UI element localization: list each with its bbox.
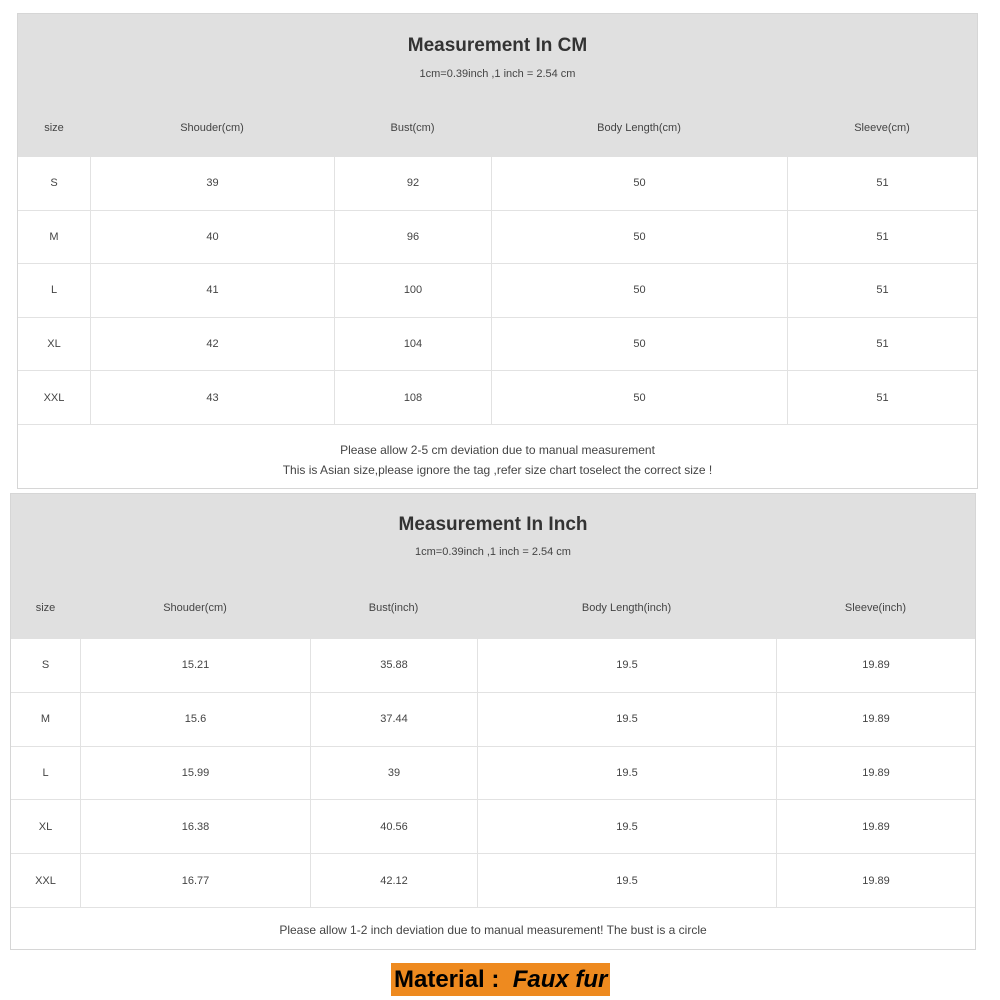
table-cell: XXL <box>43 391 65 404</box>
table-cell: 108 <box>334 371 491 424</box>
table-cell: 19.89 <box>776 693 975 746</box>
table-cell: L <box>42 766 49 779</box>
column-header: Shouder(cm) <box>163 602 227 614</box>
table-cell: XL <box>38 820 53 833</box>
table-cell: 96 <box>334 211 491 264</box>
table-row <box>11 692 975 746</box>
material-label: Material : <box>394 966 513 993</box>
table-cell: M <box>49 230 59 243</box>
column-header: Bust(cm) <box>390 122 435 134</box>
note-line: This is Asian size,please ignore the tag ,refer size chart toselect the correct size ! <box>282 462 713 477</box>
inch-column-headers <box>11 602 975 614</box>
table-cell: 92 <box>334 157 491 210</box>
table-cell: 51 <box>787 264 977 317</box>
cm-table-body <box>18 157 977 424</box>
inch-size-chart <box>10 493 976 950</box>
table-cell: XXL <box>35 874 56 887</box>
table-row <box>18 157 977 210</box>
table-cell: 16.38 <box>80 800 310 853</box>
table-cell: 19.5 <box>477 800 776 853</box>
material-value: Faux fur <box>512 966 608 993</box>
note-line: Please allow 2-5 cm deviation due to manual measurement <box>340 442 655 457</box>
table-row <box>11 639 975 692</box>
table-cell: 51 <box>787 211 977 264</box>
table-cell: 41 <box>90 264 334 317</box>
table-cell: 50 <box>491 318 787 371</box>
table-cell: 40.56 <box>310 800 477 853</box>
table-row <box>11 799 975 853</box>
inch-table-subtitle: 1cm=0.39inch ,1 inch = 2.54 cm <box>415 546 571 558</box>
cm-table-title: Measurement In CM <box>407 35 588 56</box>
table-cell: 16.77 <box>80 854 310 907</box>
table-cell: M <box>40 713 51 726</box>
table-cell: 15.21 <box>80 639 310 692</box>
table-cell: 50 <box>491 371 787 424</box>
table-row <box>11 853 975 907</box>
table-row <box>11 746 975 800</box>
inch-table-body <box>11 639 975 907</box>
inch-table-title: Measurement In Inch <box>398 514 588 535</box>
table-cell: 19.5 <box>477 854 776 907</box>
table-cell: 19.5 <box>477 639 776 692</box>
column-header: Shouder(cm) <box>180 122 244 134</box>
table-row <box>18 263 977 317</box>
cm-table-subtitle: 1cm=0.39inch ,1 inch = 2.54 cm <box>419 68 576 80</box>
table-cell: 100 <box>334 264 491 317</box>
table-cell: 50 <box>491 264 787 317</box>
table-cell: 50 <box>491 157 787 210</box>
column-header: Body Length(inch) <box>581 602 672 614</box>
cm-column-headers <box>18 122 977 134</box>
table-cell: 43 <box>90 371 334 424</box>
table-cell: S <box>50 177 58 190</box>
table-cell: 19.89 <box>776 800 975 853</box>
cm-size-chart <box>17 13 978 489</box>
table-row <box>18 210 977 264</box>
cm-table-header <box>18 14 977 157</box>
material-banner <box>391 963 610 996</box>
column-header: size <box>44 122 64 134</box>
table-cell: 15.99 <box>80 747 310 800</box>
table-cell: 104 <box>334 318 491 371</box>
table-cell: 15.6 <box>80 693 310 746</box>
table-cell: S <box>41 659 50 672</box>
inch-table-header <box>11 494 975 639</box>
table-cell: 51 <box>787 371 977 424</box>
column-header: Sleeve(inch) <box>844 602 907 614</box>
table-row <box>18 370 977 424</box>
table-cell: 35.88 <box>310 639 477 692</box>
table-cell: L <box>50 284 58 297</box>
table-cell: 39 <box>90 157 334 210</box>
table-cell: 42.12 <box>310 854 477 907</box>
table-cell: 19.89 <box>776 747 975 800</box>
column-header: Sleeve(cm) <box>854 122 910 134</box>
table-cell: 42 <box>90 318 334 371</box>
table-cell: 19.89 <box>776 854 975 907</box>
table-cell: XL <box>47 338 61 351</box>
column-header: Body Length(cm) <box>597 122 681 134</box>
column-header: size <box>35 602 56 614</box>
cm-table-note <box>18 424 977 491</box>
table-cell: 19.5 <box>477 747 776 800</box>
table-cell: 19.89 <box>776 639 975 692</box>
table-cell: 50 <box>491 211 787 264</box>
table-cell: 51 <box>787 318 977 371</box>
table-cell: 39 <box>310 747 477 800</box>
table-cell: 40 <box>90 211 334 264</box>
column-header: Bust(inch) <box>368 602 419 614</box>
table-cell: 51 <box>787 157 977 210</box>
table-cell: 37.44 <box>310 693 477 746</box>
table-cell: 19.5 <box>477 693 776 746</box>
note-line: Please allow 1-2 inch deviation due to manual measurement! The bust is a circle <box>279 922 707 937</box>
inch-table-note <box>11 907 975 955</box>
table-row <box>18 317 977 371</box>
